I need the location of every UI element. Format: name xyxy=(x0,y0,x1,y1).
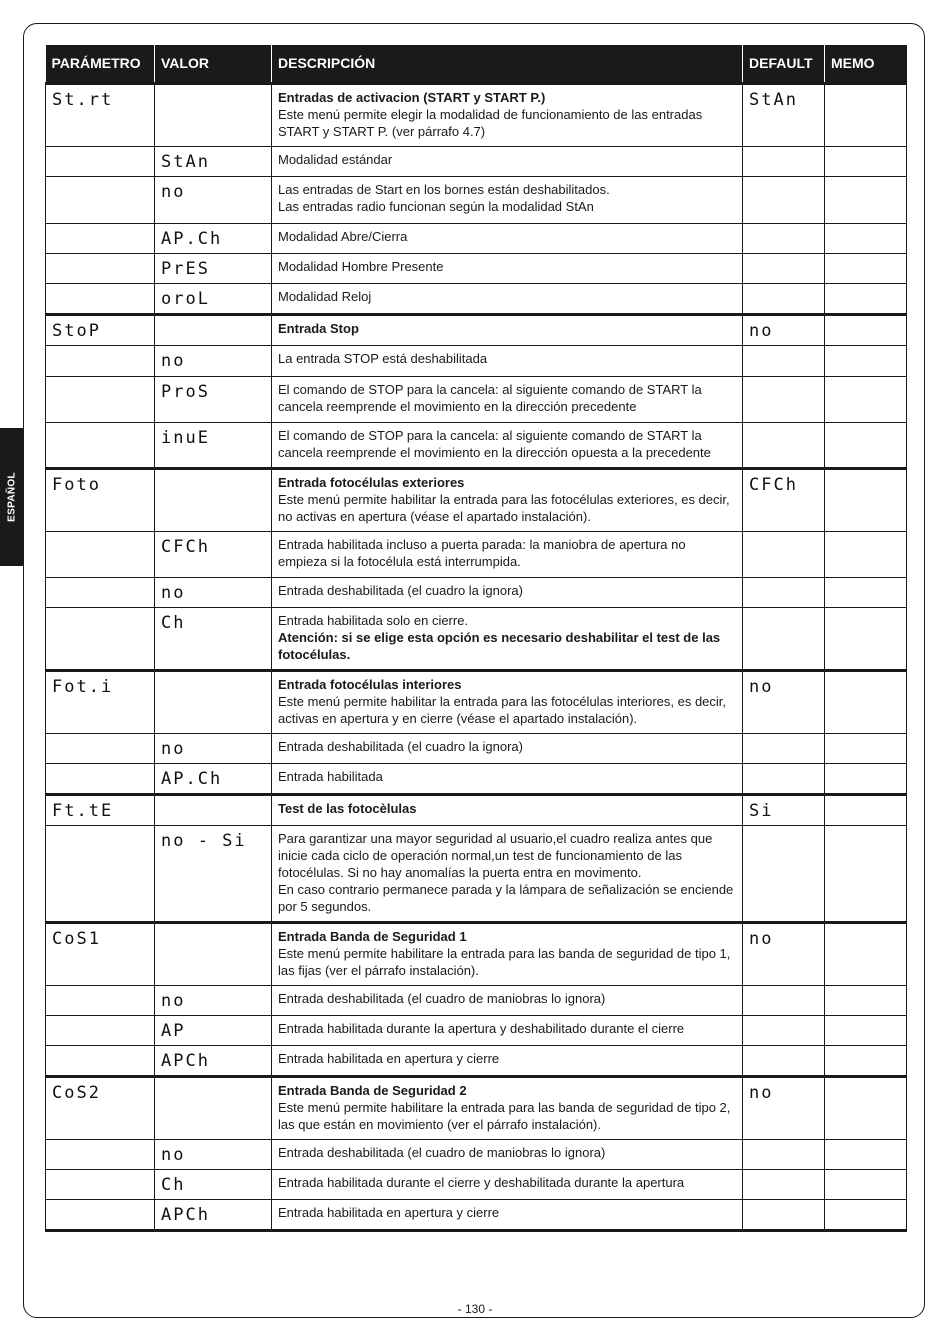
description-cell xyxy=(272,314,743,345)
description-cell xyxy=(272,468,743,531)
default-cell xyxy=(743,345,825,376)
description-cell xyxy=(272,83,743,146)
table-row xyxy=(46,376,907,422)
table-row xyxy=(46,1169,907,1199)
description-cell xyxy=(272,376,743,422)
header-parametro: PARÁMETRO xyxy=(46,45,155,83)
default-cell: CFCh xyxy=(743,468,825,531)
default-cell: no xyxy=(743,314,825,345)
parameter-cell: St.rt xyxy=(46,83,155,146)
description-title: Entrada fotocélulas exteriores xyxy=(278,474,465,490)
language-tab-label: ESPAÑOL xyxy=(6,472,18,522)
memo-cell xyxy=(825,531,907,577)
table-body xyxy=(46,83,907,1230)
value-cell: no xyxy=(155,1139,272,1169)
table-row xyxy=(46,468,907,531)
memo-cell xyxy=(825,345,907,376)
parameter-cell xyxy=(46,283,155,314)
default-cell: no xyxy=(743,670,825,733)
default-cell: Si xyxy=(743,794,825,825)
value-cell: no xyxy=(155,176,272,223)
parameter-table xyxy=(45,45,907,1232)
description-title: Entrada Banda de Seguridad 2 xyxy=(278,1082,467,1098)
value-cell xyxy=(155,670,272,733)
description-cell xyxy=(272,733,743,763)
header-descripcion: DESCRIPCIÓN xyxy=(272,45,743,83)
description-cell xyxy=(272,607,743,670)
value-cell xyxy=(155,794,272,825)
value-cell: Ch xyxy=(155,607,272,670)
description-text: Entrada habilitada durante el cierre y deshabilitada durante la apertura xyxy=(278,1174,685,1190)
description-cell xyxy=(272,1139,743,1169)
parameter-cell xyxy=(46,146,155,176)
memo-cell xyxy=(825,283,907,314)
memo-cell xyxy=(825,422,907,468)
table-row xyxy=(46,1199,907,1230)
memo-cell xyxy=(825,922,907,985)
description-cell xyxy=(272,1199,743,1230)
memo-cell xyxy=(825,253,907,283)
memo-cell xyxy=(825,733,907,763)
value-cell: APCh xyxy=(155,1199,272,1230)
description-cell xyxy=(272,223,743,253)
description-cell xyxy=(272,670,743,733)
description-text: Este menú permite elegir la modalidad de funcionamiento de las entradas START y START P. (ver párrafo 4.7) xyxy=(278,106,703,139)
default-cell xyxy=(743,223,825,253)
description-text: Las entradas de Start en los bornes están deshabilitados. xyxy=(278,181,610,197)
table-row xyxy=(46,253,907,283)
memo-cell xyxy=(825,825,907,922)
description-text: Modalidad Reloj xyxy=(278,288,372,304)
table-row xyxy=(46,922,907,985)
value-cell: AP.Ch xyxy=(155,223,272,253)
description-cell xyxy=(272,1169,743,1199)
parameter-cell xyxy=(46,1015,155,1045)
description-text: Este menú permite habilitare la entrada para las banda de seguridad de tipo 1, las fijas (ver el párrafo instalación). xyxy=(278,945,731,978)
header-valor: VALOR xyxy=(155,45,272,83)
page-number: - 130 - xyxy=(457,1302,493,1316)
table-header-row xyxy=(46,45,907,83)
memo-cell xyxy=(825,146,907,176)
description-text: Este menú permite habilitar la entrada para las fotocélulas exteriores, es decir, no activas en apertura (véase el apartado instalación). xyxy=(278,491,730,524)
value-cell: no xyxy=(155,577,272,607)
parameter-cell xyxy=(46,733,155,763)
description-cell xyxy=(272,1076,743,1139)
value-cell: PrES xyxy=(155,253,272,283)
description-text: Modalidad estándar xyxy=(278,151,393,167)
description-cell xyxy=(272,985,743,1015)
default-cell: StAn xyxy=(743,83,825,146)
default-cell xyxy=(743,1139,825,1169)
value-cell: no xyxy=(155,985,272,1015)
description-text: En caso contrario permanece parada y la lámpara de señalización se enciende por 5 segundos. xyxy=(278,881,734,914)
description-text: Entrada deshabilitada (el cuadro de maniobras lo ignora) xyxy=(278,1144,606,1160)
description-text: Entrada habilitada solo en cierre. xyxy=(278,612,469,628)
description-text: Modalidad Hombre Presente xyxy=(278,258,444,274)
value-cell xyxy=(155,83,272,146)
description-cell xyxy=(272,1045,743,1076)
description-text: Modalidad Abre/Cierra xyxy=(278,228,408,244)
description-cell xyxy=(272,146,743,176)
value-cell: Ch xyxy=(155,1169,272,1199)
description-title: Entradas de activacion (START y START P.) xyxy=(278,89,546,105)
parameter-cell xyxy=(46,607,155,670)
parameter-cell xyxy=(46,1199,155,1230)
value-cell: AP xyxy=(155,1015,272,1045)
memo-cell xyxy=(825,1045,907,1076)
description-text: Entrada deshabilitada (el cuadro la ignora) xyxy=(278,582,523,598)
value-cell: APCh xyxy=(155,1045,272,1076)
memo-cell xyxy=(825,83,907,146)
parameter-cell xyxy=(46,176,155,223)
memo-cell xyxy=(825,1015,907,1045)
table-row xyxy=(46,83,907,146)
parameter-cell xyxy=(46,1045,155,1076)
default-cell xyxy=(743,1015,825,1045)
table-row xyxy=(46,283,907,314)
value-cell: no xyxy=(155,345,272,376)
memo-cell xyxy=(825,223,907,253)
default-cell xyxy=(743,1045,825,1076)
description-text: Este menú permite habilitar la entrada para las fotocélulas interiores, es decir, activas en apertura y en cierre (véase el apartado instalación). xyxy=(278,693,727,726)
description-text: Para garantizar una mayor seguridad al usuario,el cuadro realiza antes que inicie cada ciclo de operación normal,un test de funcionamiento de las fotocélulas. Si no hay anomalías la puerta entra en movimento. xyxy=(278,830,713,880)
header-memo: MEMO xyxy=(825,45,907,83)
memo-cell xyxy=(825,794,907,825)
description-text: Entrada habilitada en apertura y cierre xyxy=(278,1050,500,1066)
value-cell xyxy=(155,1076,272,1139)
default-cell xyxy=(743,422,825,468)
table-row xyxy=(46,1045,907,1076)
table-row xyxy=(46,985,907,1015)
memo-cell xyxy=(825,763,907,794)
memo-cell xyxy=(825,176,907,223)
default-cell xyxy=(743,146,825,176)
description-text: La entrada STOP está deshabilitada xyxy=(278,350,488,366)
memo-cell xyxy=(825,577,907,607)
default-cell xyxy=(743,376,825,422)
parameter-cell xyxy=(46,763,155,794)
table-row xyxy=(46,314,907,345)
table-row xyxy=(46,733,907,763)
parameter-cell: Foto xyxy=(46,468,155,531)
parameter-cell xyxy=(46,985,155,1015)
default-cell xyxy=(743,176,825,223)
description-text: Entrada deshabilitada (el cuadro la ignora) xyxy=(278,738,523,754)
parameter-cell: CoS1 xyxy=(46,922,155,985)
table-row xyxy=(46,763,907,794)
default-cell xyxy=(743,253,825,283)
value-cell: StAn xyxy=(155,146,272,176)
description-text: Entrada habilitada durante la apertura y deshabilitado durante el cierre xyxy=(278,1020,685,1036)
description-text: El comando de STOP para la cancela: al siguiente comando de START la cancela reemprende el movimiento en la dirección opuesta a la precedente xyxy=(278,427,711,460)
description-text: Entrada habilitada xyxy=(278,768,383,784)
parameter-cell xyxy=(46,577,155,607)
value-cell: inuE xyxy=(155,422,272,468)
description-cell xyxy=(272,763,743,794)
parameter-cell xyxy=(46,1139,155,1169)
default-cell: no xyxy=(743,922,825,985)
table-row xyxy=(46,146,907,176)
memo-cell xyxy=(825,1139,907,1169)
value-cell: ProS xyxy=(155,376,272,422)
table-row xyxy=(46,531,907,577)
memo-cell xyxy=(825,376,907,422)
value-cell xyxy=(155,922,272,985)
default-cell xyxy=(743,1199,825,1230)
table-row xyxy=(46,176,907,223)
memo-cell xyxy=(825,1076,907,1139)
description-cell xyxy=(272,253,743,283)
description-text: Entrada habilitada en apertura y cierre xyxy=(278,1204,500,1220)
default-cell xyxy=(743,607,825,670)
description-text: Este menú permite habilitare la entrada para las banda de seguridad de tipo 2, las que están en movimiento (ver el párrafo instalación). xyxy=(278,1099,731,1132)
description-text: Las entradas radio funcionan según la modalidad StAn xyxy=(278,198,594,214)
parameter-cell: StoP xyxy=(46,314,155,345)
default-cell xyxy=(743,825,825,922)
description-cell xyxy=(272,577,743,607)
memo-cell xyxy=(825,468,907,531)
description-cell xyxy=(272,825,743,922)
default-cell xyxy=(743,531,825,577)
description-cell xyxy=(272,794,743,825)
parameter-cell xyxy=(46,422,155,468)
description-title: Entrada fotocélulas interiores xyxy=(278,676,462,692)
table-row xyxy=(46,1076,907,1139)
value-cell: no xyxy=(155,733,272,763)
value-cell: oroL xyxy=(155,283,272,314)
header-default: DEFAULT xyxy=(743,45,825,83)
table-row xyxy=(46,794,907,825)
value-cell xyxy=(155,468,272,531)
table-row xyxy=(46,1139,907,1169)
description-text: El comando de STOP para la cancela: al siguiente comando de START la cancela reemprende el movimiento en la dirección precedente xyxy=(278,381,702,414)
parameter-cell xyxy=(46,825,155,922)
parameter-cell: Ft.tE xyxy=(46,794,155,825)
description-text: Entrada deshabilitada (el cuadro de maniobras lo ignora) xyxy=(278,990,606,1006)
parameter-cell xyxy=(46,345,155,376)
description-title: Entrada Stop xyxy=(278,320,359,336)
default-cell: no xyxy=(743,1076,825,1139)
language-tab xyxy=(0,428,24,566)
memo-cell xyxy=(825,670,907,733)
description-cell xyxy=(272,176,743,223)
default-cell xyxy=(743,1169,825,1199)
value-cell xyxy=(155,314,272,345)
value-cell: CFCh xyxy=(155,531,272,577)
default-cell xyxy=(743,733,825,763)
table-row xyxy=(46,577,907,607)
default-cell xyxy=(743,577,825,607)
memo-cell xyxy=(825,607,907,670)
memo-cell xyxy=(825,1169,907,1199)
description-cell xyxy=(272,531,743,577)
default-cell xyxy=(743,763,825,794)
description-cell xyxy=(272,345,743,376)
description-cell xyxy=(272,922,743,985)
parameter-cell xyxy=(46,376,155,422)
value-cell: AP.Ch xyxy=(155,763,272,794)
parameter-cell: Fot.i xyxy=(46,670,155,733)
description-text: Entrada habilitada incluso a puerta parada: la maniobra de apertura no empieza si la fotocélula está interrumpida. xyxy=(278,536,686,569)
description-title: Test de las fotocèlulas xyxy=(278,800,417,816)
table-row xyxy=(46,223,907,253)
value-cell: no - Si xyxy=(155,825,272,922)
table-row xyxy=(46,607,907,670)
table-row xyxy=(46,825,907,922)
memo-cell xyxy=(825,314,907,345)
description-cell xyxy=(272,1015,743,1045)
parameter-cell xyxy=(46,223,155,253)
parameter-cell xyxy=(46,253,155,283)
parameter-cell: CoS2 xyxy=(46,1076,155,1139)
parameter-cell xyxy=(46,1169,155,1199)
table-row xyxy=(46,422,907,468)
parameter-cell xyxy=(46,531,155,577)
default-cell xyxy=(743,985,825,1015)
table-row xyxy=(46,670,907,733)
description-cell xyxy=(272,283,743,314)
memo-cell xyxy=(825,1199,907,1230)
description-cell xyxy=(272,422,743,468)
default-cell xyxy=(743,283,825,314)
table-row xyxy=(46,1015,907,1045)
description-title: Entrada Banda de Seguridad 1 xyxy=(278,928,467,944)
memo-cell xyxy=(825,985,907,1015)
table-row xyxy=(46,345,907,376)
description-warning: Atención: si se elige esta opción es necesario deshabilitar el test de las fotocélulas. xyxy=(278,629,721,662)
